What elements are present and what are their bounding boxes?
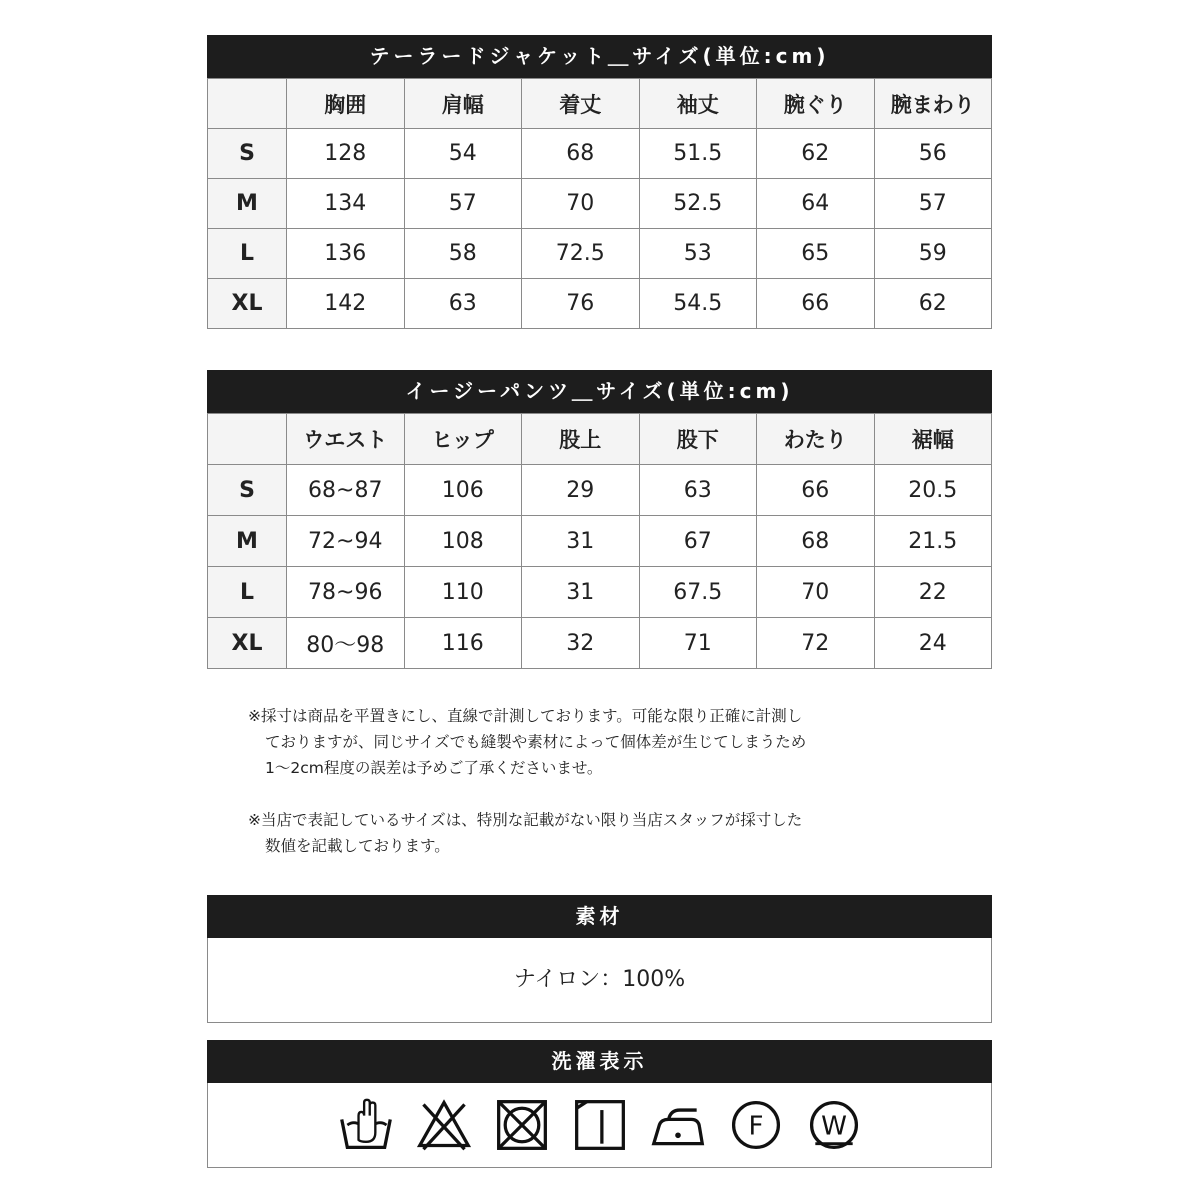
note1-line1: ※採寸は商品を平置きにし、直線で計測しております。可能な限り正確に計測し	[248, 707, 803, 725]
measurement-cell: 20.5	[874, 465, 992, 516]
measurement-cell: 57	[874, 179, 992, 229]
size-label-cell: S	[208, 129, 287, 179]
measurement-cell: 67	[639, 516, 757, 567]
material-title: 素材	[207, 895, 992, 938]
column-header: 肩幅	[404, 79, 522, 129]
column-header: わたり	[757, 414, 875, 465]
size-label-cell: XL	[208, 618, 287, 669]
measurement-cell: 68~87	[287, 465, 405, 516]
material-section	[207, 895, 992, 1023]
measurement-cell: 106	[404, 465, 522, 516]
measurement-cell: 62	[757, 129, 875, 179]
measurement-cell: 58	[404, 229, 522, 279]
note2-line1: ※当店で表記しているサイズは、特別な記載がない限り当店スタッフが採寸した	[248, 811, 803, 829]
column-header: ウエスト	[287, 414, 405, 465]
measurement-cell: 72~94	[287, 516, 405, 567]
measurement-cell: 134	[287, 179, 405, 229]
table-row	[208, 465, 992, 516]
table-row	[208, 279, 992, 329]
measurement-cell: 76	[522, 279, 640, 329]
size-label-cell: L	[208, 567, 287, 618]
table-row	[208, 567, 992, 618]
measurement-cell: 68	[522, 129, 640, 179]
table-row	[208, 618, 992, 669]
table-row	[208, 179, 992, 229]
column-header: 胸囲	[287, 79, 405, 129]
note1-line3: 1〜2cm程度の誤差は予めご了承くださいませ。	[265, 759, 603, 777]
note2-line2: 数値を記載しております。	[265, 837, 450, 855]
table-header-row	[208, 414, 992, 465]
measurement-cell: 110	[404, 567, 522, 618]
measurement-cell: 66	[757, 465, 875, 516]
measurement-cell: 54.5	[639, 279, 757, 329]
measurement-cell: 116	[404, 618, 522, 669]
wet-clean-letter: W	[820, 1111, 847, 1142]
measurement-cell: 142	[287, 279, 405, 329]
pants-table-title: イージーパンツ＿サイズ(単位:cm)	[207, 370, 992, 413]
measurement-cell: 64	[757, 179, 875, 229]
dry-clean-letter: F	[747, 1111, 764, 1142]
care-panel	[207, 1083, 992, 1168]
table-row	[208, 229, 992, 279]
column-header: 袖丈	[639, 79, 757, 129]
measurement-note	[248, 703, 888, 781]
table-row	[208, 129, 992, 179]
jacket-size-table	[207, 78, 992, 329]
measurement-cell: 80〜98	[287, 618, 405, 669]
measurement-cell: 72.5	[522, 229, 640, 279]
hand-wash-icon	[338, 1097, 394, 1153]
measurement-cell: 136	[287, 229, 405, 279]
measurement-cell: 31	[522, 567, 640, 618]
measurement-cell: 63	[404, 279, 522, 329]
no-tumble-dry-icon	[494, 1097, 550, 1153]
measurement-cell: 108	[404, 516, 522, 567]
measurement-cell: 63	[639, 465, 757, 516]
measurement-cell: 66	[757, 279, 875, 329]
measurement-cell: 22	[874, 567, 992, 618]
measurement-cell: 68	[757, 516, 875, 567]
measurement-cell: 71	[639, 618, 757, 669]
jacket-size-section	[207, 35, 992, 329]
column-header: 股下	[639, 414, 757, 465]
jacket-table-title: テーラードジャケット＿サイズ(単位:cm)	[207, 35, 992, 78]
measurement-cell: 32	[522, 618, 640, 669]
measurement-cell: 21.5	[874, 516, 992, 567]
column-header: 股上	[522, 414, 640, 465]
size-label-cell: M	[208, 516, 287, 567]
measurement-cell: 62	[874, 279, 992, 329]
measurement-cell: 53	[639, 229, 757, 279]
column-header: 腕ぐり	[757, 79, 875, 129]
size-label-cell: XL	[208, 279, 287, 329]
measurement-cell: 70	[522, 179, 640, 229]
line-dry-icon	[572, 1097, 628, 1153]
measurement-cell: 29	[522, 465, 640, 516]
table-row	[208, 516, 992, 567]
material-value: ナイロン：100%	[513, 967, 686, 992]
care-title: 洗濯表示	[207, 1040, 992, 1083]
measurement-cell: 51.5	[639, 129, 757, 179]
measurement-cell: 72	[757, 618, 875, 669]
material-panel	[207, 938, 992, 1023]
header-corner-cell	[208, 79, 287, 129]
column-header: 着丈	[522, 79, 640, 129]
measurement-cell: 54	[404, 129, 522, 179]
measurement-cell: 59	[874, 229, 992, 279]
no-bleach-icon	[416, 1097, 472, 1153]
measurement-cell: 70	[757, 567, 875, 618]
pants-size-table	[207, 413, 992, 669]
measurement-cell: 128	[287, 129, 405, 179]
measurement-cell: 65	[757, 229, 875, 279]
dry-clean-f-icon	[728, 1097, 784, 1153]
size-label-cell: S	[208, 465, 287, 516]
measurement-cell: 67.5	[639, 567, 757, 618]
column-header: 腕まわり	[874, 79, 992, 129]
size-label-cell: L	[208, 229, 287, 279]
iron-low-icon	[650, 1097, 706, 1153]
column-header: 裾幅	[874, 414, 992, 465]
measurement-cell: 56	[874, 129, 992, 179]
pants-size-section	[207, 370, 992, 669]
size-label-cell: M	[208, 179, 287, 229]
wet-clean-w-icon	[806, 1097, 862, 1153]
header-corner-cell	[208, 414, 287, 465]
note1-line2: ておりますが、同じサイズでも縫製や素材によって個体差が生じてしまうため	[265, 733, 807, 751]
care-section	[207, 1040, 992, 1168]
measurement-cell: 31	[522, 516, 640, 567]
measurement-cell: 52.5	[639, 179, 757, 229]
measurement-cell: 78~96	[287, 567, 405, 618]
measurement-cell: 24	[874, 618, 992, 669]
measurement-cell: 57	[404, 179, 522, 229]
size-note	[248, 807, 888, 859]
column-header: ヒップ	[404, 414, 522, 465]
table-header-row	[208, 79, 992, 129]
